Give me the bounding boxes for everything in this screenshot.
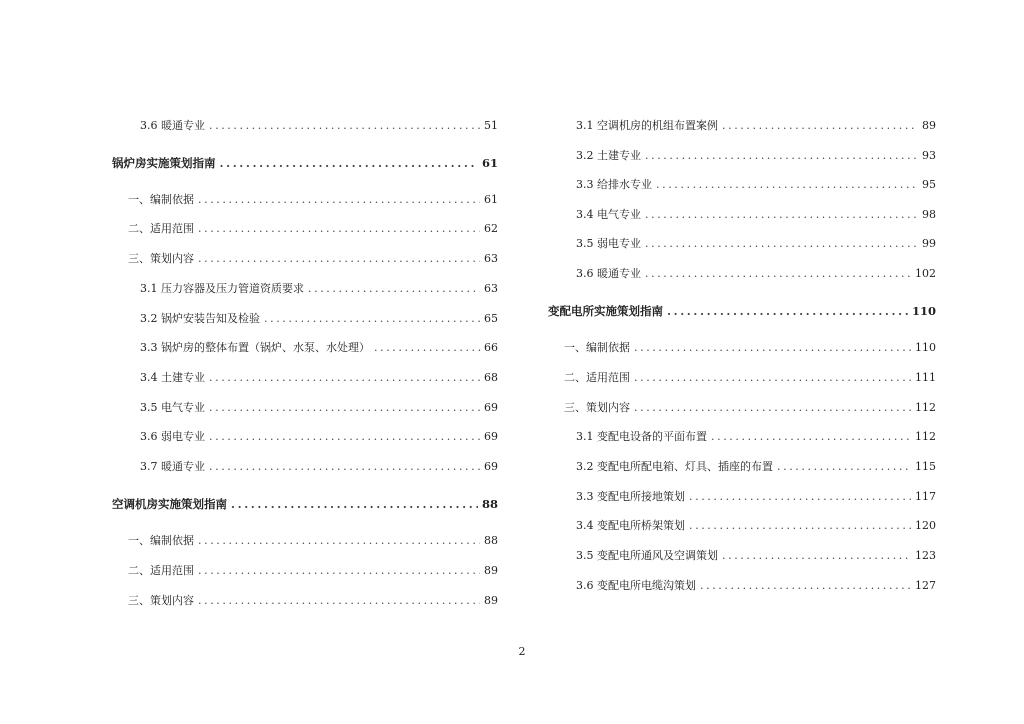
toc-subsection-entry [112,341,498,355]
toc-entry-title: 3.4 电气专业 [576,208,641,221]
toc-dot-leader [209,401,480,415]
toc-dot-leader [209,430,480,444]
toc-section-entry [112,252,498,266]
toc-subsection-entry [548,178,936,192]
toc-entry-title: 二、适用范围 [128,222,194,235]
toc-entry-page: 62 [484,222,498,235]
toc-dot-leader [374,341,480,355]
toc-entry-title: 3.5 变配电所通风及空调策划 [576,549,718,562]
toc-dot-leader [209,119,480,133]
toc-subsection-entry [548,430,936,444]
toc-entry-page: 110 [911,304,936,318]
toc-dot-leader [209,371,480,385]
toc-entry-page: 61 [484,193,498,206]
toc-dot-leader [198,252,480,266]
toc-dot-leader [645,149,918,163]
toc-entry-title: 三、策划内容 [128,594,194,607]
toc-entry-page: 61 [481,156,498,170]
toc-entry-title: 一、编制依据 [128,534,194,547]
toc-entry-title: 3.5 弱电专业 [576,237,641,250]
toc-entry-page: 112 [915,401,936,414]
toc-entry-page: 115 [915,460,936,473]
toc-entry-title: 3.4 土建专业 [140,371,205,384]
toc-entry-title: 3.1 空调机房的机组布置案例 [576,119,718,132]
toc-entry-title: 3.7 暖通专业 [140,460,205,473]
toc-dot-leader [777,460,911,474]
toc-dot-leader [722,119,918,133]
toc-entry-page: 51 [484,119,498,132]
toc-entry-page: 63 [484,252,498,265]
toc-entry-page: 65 [484,312,498,325]
toc-dot-leader [700,579,911,593]
toc-dot-leader [198,534,480,548]
toc-entry-page: 88 [484,534,498,547]
toc-subsection-entry [112,312,498,326]
toc-dot-leader [634,371,911,385]
toc-entry-page: 89 [922,119,936,132]
toc-entry-page: 63 [484,282,498,295]
toc-dot-leader [656,178,918,192]
toc-subsection-entry [112,119,498,133]
toc-section-entry [112,193,498,207]
toc-subsection-entry [548,208,936,222]
toc-entry-page: 93 [922,149,936,162]
toc-section-entry [112,222,498,236]
toc-entry-title: 三、策划内容 [564,401,630,414]
toc-dot-leader [689,490,911,504]
toc-chapter-entry [548,304,936,318]
toc-entry-title: 3.4 变配电所桥架策划 [576,519,685,532]
toc-dot-leader [198,222,480,236]
toc-entry-title: 3.3 给排水专业 [576,178,652,191]
toc-chapter-entry [112,156,498,170]
toc-subsection-entry [112,282,498,296]
toc-dot-leader [264,312,480,326]
toc-entry-page: 102 [915,267,936,280]
toc-entry-page: 120 [915,519,936,532]
toc-entry-title: 3.6 变配电所电缆沟策划 [576,579,696,592]
toc-entry-page: 110 [915,341,936,354]
toc-entry-page: 89 [484,564,498,577]
toc-subsection-entry [112,371,498,385]
toc-entry-title: 3.2 锅炉安装告知及检验 [140,312,260,325]
toc-entry-page: 88 [481,497,498,511]
toc-entry-page: 89 [484,594,498,607]
toc-section-entry [548,341,936,355]
toc-dot-leader [198,564,480,578]
toc-entry-title: 锅炉房实施策划指南 [112,156,216,170]
toc-entry-page: 66 [484,341,498,354]
toc-dot-leader [198,594,480,608]
toc-entry-title: 3.1 变配电设备的平面布置 [576,430,707,443]
toc-entry-page: 112 [915,430,936,443]
toc-entry-title: 3.6 暖通专业 [576,267,641,280]
toc-entry-page: 99 [922,237,936,250]
toc-subsection-entry [548,579,936,593]
toc-dot-leader [231,497,478,511]
toc-entry-title: 3.3 变配电所接地策划 [576,490,685,503]
toc-entry-title: 一、编制依据 [128,193,194,206]
page-number: 2 [518,645,526,658]
toc-dot-leader [198,193,480,207]
toc-entry-page: 69 [484,460,498,473]
toc-dot-leader [634,341,911,355]
toc-dot-leader [722,549,911,563]
toc-entry-page: 127 [915,579,936,592]
toc-subsection-entry [548,460,936,474]
toc-subsection-entry [548,549,936,563]
toc-entry-title: 二、适用范围 [564,371,630,384]
toc-entry-page: 68 [484,371,498,384]
toc-entry-title: 空调机房实施策划指南 [112,497,227,511]
toc-entry-page: 123 [915,549,936,562]
toc-entry-title: 变配电所实施策划指南 [548,304,663,318]
toc-subsection-entry [548,490,936,504]
toc-dot-leader [209,460,480,474]
toc-entry-page: 69 [484,430,498,443]
toc-subsection-entry [112,401,498,415]
toc-subsection-entry [548,267,936,281]
toc-entry-title: 二、适用范围 [128,564,194,577]
toc-dot-leader [645,267,911,281]
toc-dot-leader [634,401,911,415]
toc-entry-page: 69 [484,401,498,414]
toc-entry-page: 117 [915,490,936,503]
toc-entry-title: 一、编制依据 [564,341,630,354]
toc-entry-title: 3.1 压力容器及压力管道资质要求 [140,282,304,295]
toc-entry-title: 3.2 变配电所配电箱、灯具、插座的布置 [576,460,773,473]
toc-section-entry [112,594,498,608]
toc-entry-title: 3.3 锅炉房的整体布置（锅炉、水泵、水处理） [140,341,370,354]
toc-subsection-entry [548,519,936,533]
toc-entry-title: 3.2 土建专业 [576,149,641,162]
toc-entry-page: 98 [922,208,936,221]
toc-section-entry [112,534,498,548]
toc-dot-leader [308,282,480,296]
toc-section-entry [548,401,936,415]
toc-entry-page: 111 [915,371,936,384]
toc-dot-leader [711,430,911,444]
toc-subsection-entry [548,149,936,163]
toc-dot-leader [689,519,911,533]
toc-entry-page: 95 [922,178,936,191]
toc-subsection-entry [112,460,498,474]
toc-dot-leader [220,156,478,170]
toc-entry-title: 3.5 电气专业 [140,401,205,414]
toc-dot-leader [645,208,918,222]
toc-subsection-entry [112,430,498,444]
toc-section-entry [112,564,498,578]
toc-entry-title: 3.6 暖通专业 [140,119,205,132]
toc-chapter-entry [112,497,498,511]
toc-dot-leader [645,237,918,251]
toc-subsection-entry [548,237,936,251]
toc-subsection-entry [548,119,936,133]
toc-dot-leader [667,304,908,318]
toc-section-entry [548,371,936,385]
toc-entry-title: 三、策划内容 [128,252,194,265]
toc-entry-title: 3.6 弱电专业 [140,430,205,443]
